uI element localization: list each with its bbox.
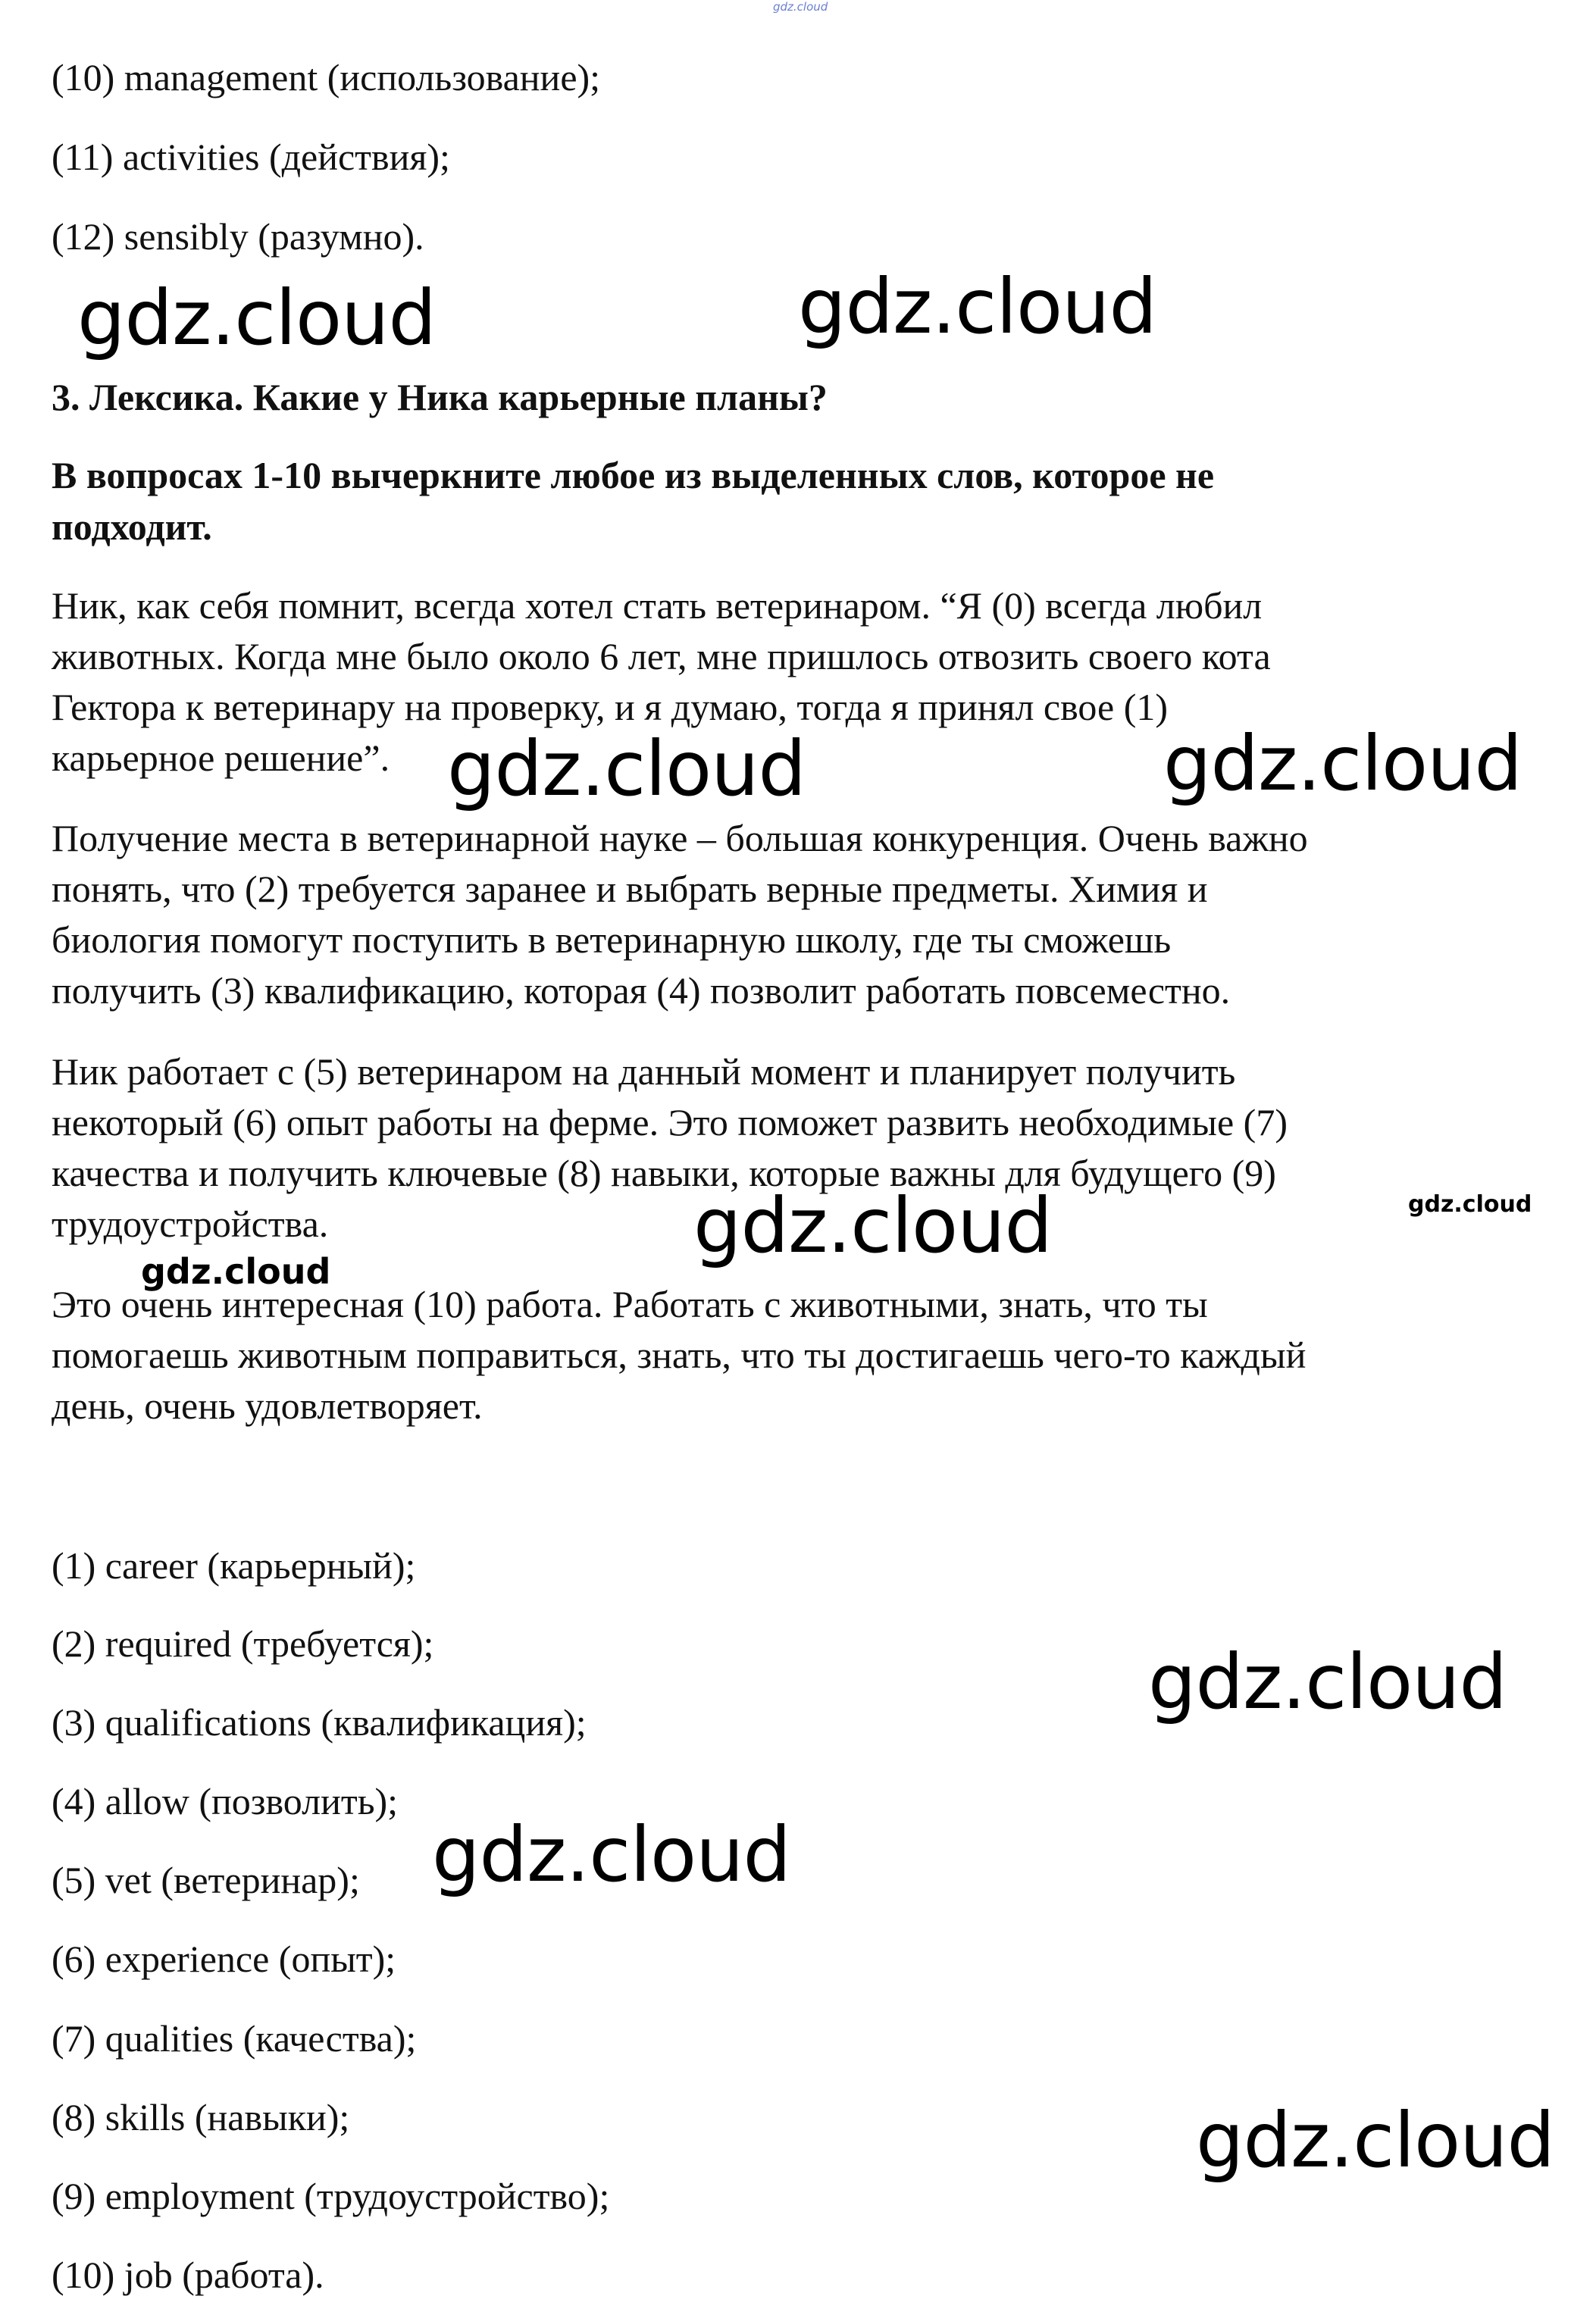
paragraph-line: карьерное решение”. xyxy=(52,737,390,779)
paragraph-line: Ник работает с (5) ветеринаром на данный момент и планирует получить xyxy=(52,1050,1236,1093)
paragraph-line: Гектора к ветеринару на проверку, и я думаю, тогда я принял свое (1) xyxy=(52,686,1168,728)
answer-line: (2) required (требуется); xyxy=(52,1622,434,1665)
answer-line: (10) job (работа). xyxy=(52,2254,324,2296)
watermark: gdz.cloud xyxy=(77,274,437,362)
answer-line: (4) allow (позволить); xyxy=(52,1780,399,1822)
answer-line: (5) vet (ветеринар); xyxy=(52,1859,360,1901)
paragraph-line: трудоустройства. xyxy=(52,1203,329,1245)
story-paragraph xyxy=(52,813,1552,1016)
paragraph-line: качества и получить ключевые (8) навыки, которые важны для будущего (9) xyxy=(52,1152,1276,1194)
paragraph-line: биология помогут поступить в ветеринарную школу, где ты сможешь xyxy=(52,918,1172,961)
paragraph-line: Получение места в ветеринарной науке – большая конкуренция. Очень важно xyxy=(52,817,1308,859)
paragraph-line: день, очень удовлетворяет. xyxy=(52,1384,483,1427)
instruction-line: В вопросах 1-10 вычеркните любое из выделенных слов, которое не xyxy=(52,454,1215,496)
watermark: gdz.cloud xyxy=(432,1810,791,1899)
watermark-small: gdz.cloud xyxy=(1408,1191,1532,1218)
answer-line: (8) skills (навыки); xyxy=(52,2096,350,2138)
watermark: gdz.cloud xyxy=(1148,1638,1507,1726)
watermark: gdz.cloud xyxy=(798,262,1157,351)
watermark-top: gdz.cloud xyxy=(773,0,828,14)
answer-line: (7) qualities (качества); xyxy=(52,2017,417,2060)
paragraph-line: Это очень интересная (10) работа. Работать с животными, знать, что ты xyxy=(52,1283,1208,1325)
answer-line: (6) experience (опыт); xyxy=(52,1938,396,1980)
paragraph-line: помогаешь животным поправиться, знать, что ты достигаешь чего-то каждый xyxy=(52,1334,1307,1376)
paragraph-line: понять, что (2) требуется заранее и выбрать верные предметы. Химия и xyxy=(52,868,1208,910)
watermark-medium: gdz.cloud xyxy=(141,1251,331,1292)
answer-line: (9) employment (трудоустройство); xyxy=(52,2175,610,2217)
watermark: gdz.cloud xyxy=(693,1181,1053,1270)
paragraph-line: некоторый (6) опыт работы на ферме. Это поможет развить необходимые (7) xyxy=(52,1101,1288,1143)
instruction-line: подходит. xyxy=(52,505,212,548)
prev-answer-line: (11) activities (действия); xyxy=(52,136,450,178)
section-title: 3. Лексика. Какие у Ника карьерные планы? xyxy=(52,376,828,418)
watermark: gdz.cloud xyxy=(1163,719,1522,808)
watermark: gdz.cloud xyxy=(1196,2096,1555,2185)
answer-line: (3) qualifications (квалификация); xyxy=(52,1701,587,1744)
prev-answer-line: (10) management (использование); xyxy=(52,56,601,99)
paragraph-line: получить (3) квалификацию, которая (4) позволит работать повсеместно. xyxy=(52,969,1231,1012)
paragraph-line: Ник, как себя помнит, всегда хотел стать ветеринаром. “Я (0) всегда любил xyxy=(52,584,1263,627)
prev-answer-line: (12) sensibly (разумно). xyxy=(52,215,424,258)
answer-line: (1) career (карьерный); xyxy=(52,1544,416,1587)
paragraph-line: животных. Когда мне было около 6 лет, мне пришлось отвозить своего кота xyxy=(52,635,1271,677)
watermark: gdz.cloud xyxy=(447,724,806,813)
story-paragraph xyxy=(52,1279,1552,1431)
